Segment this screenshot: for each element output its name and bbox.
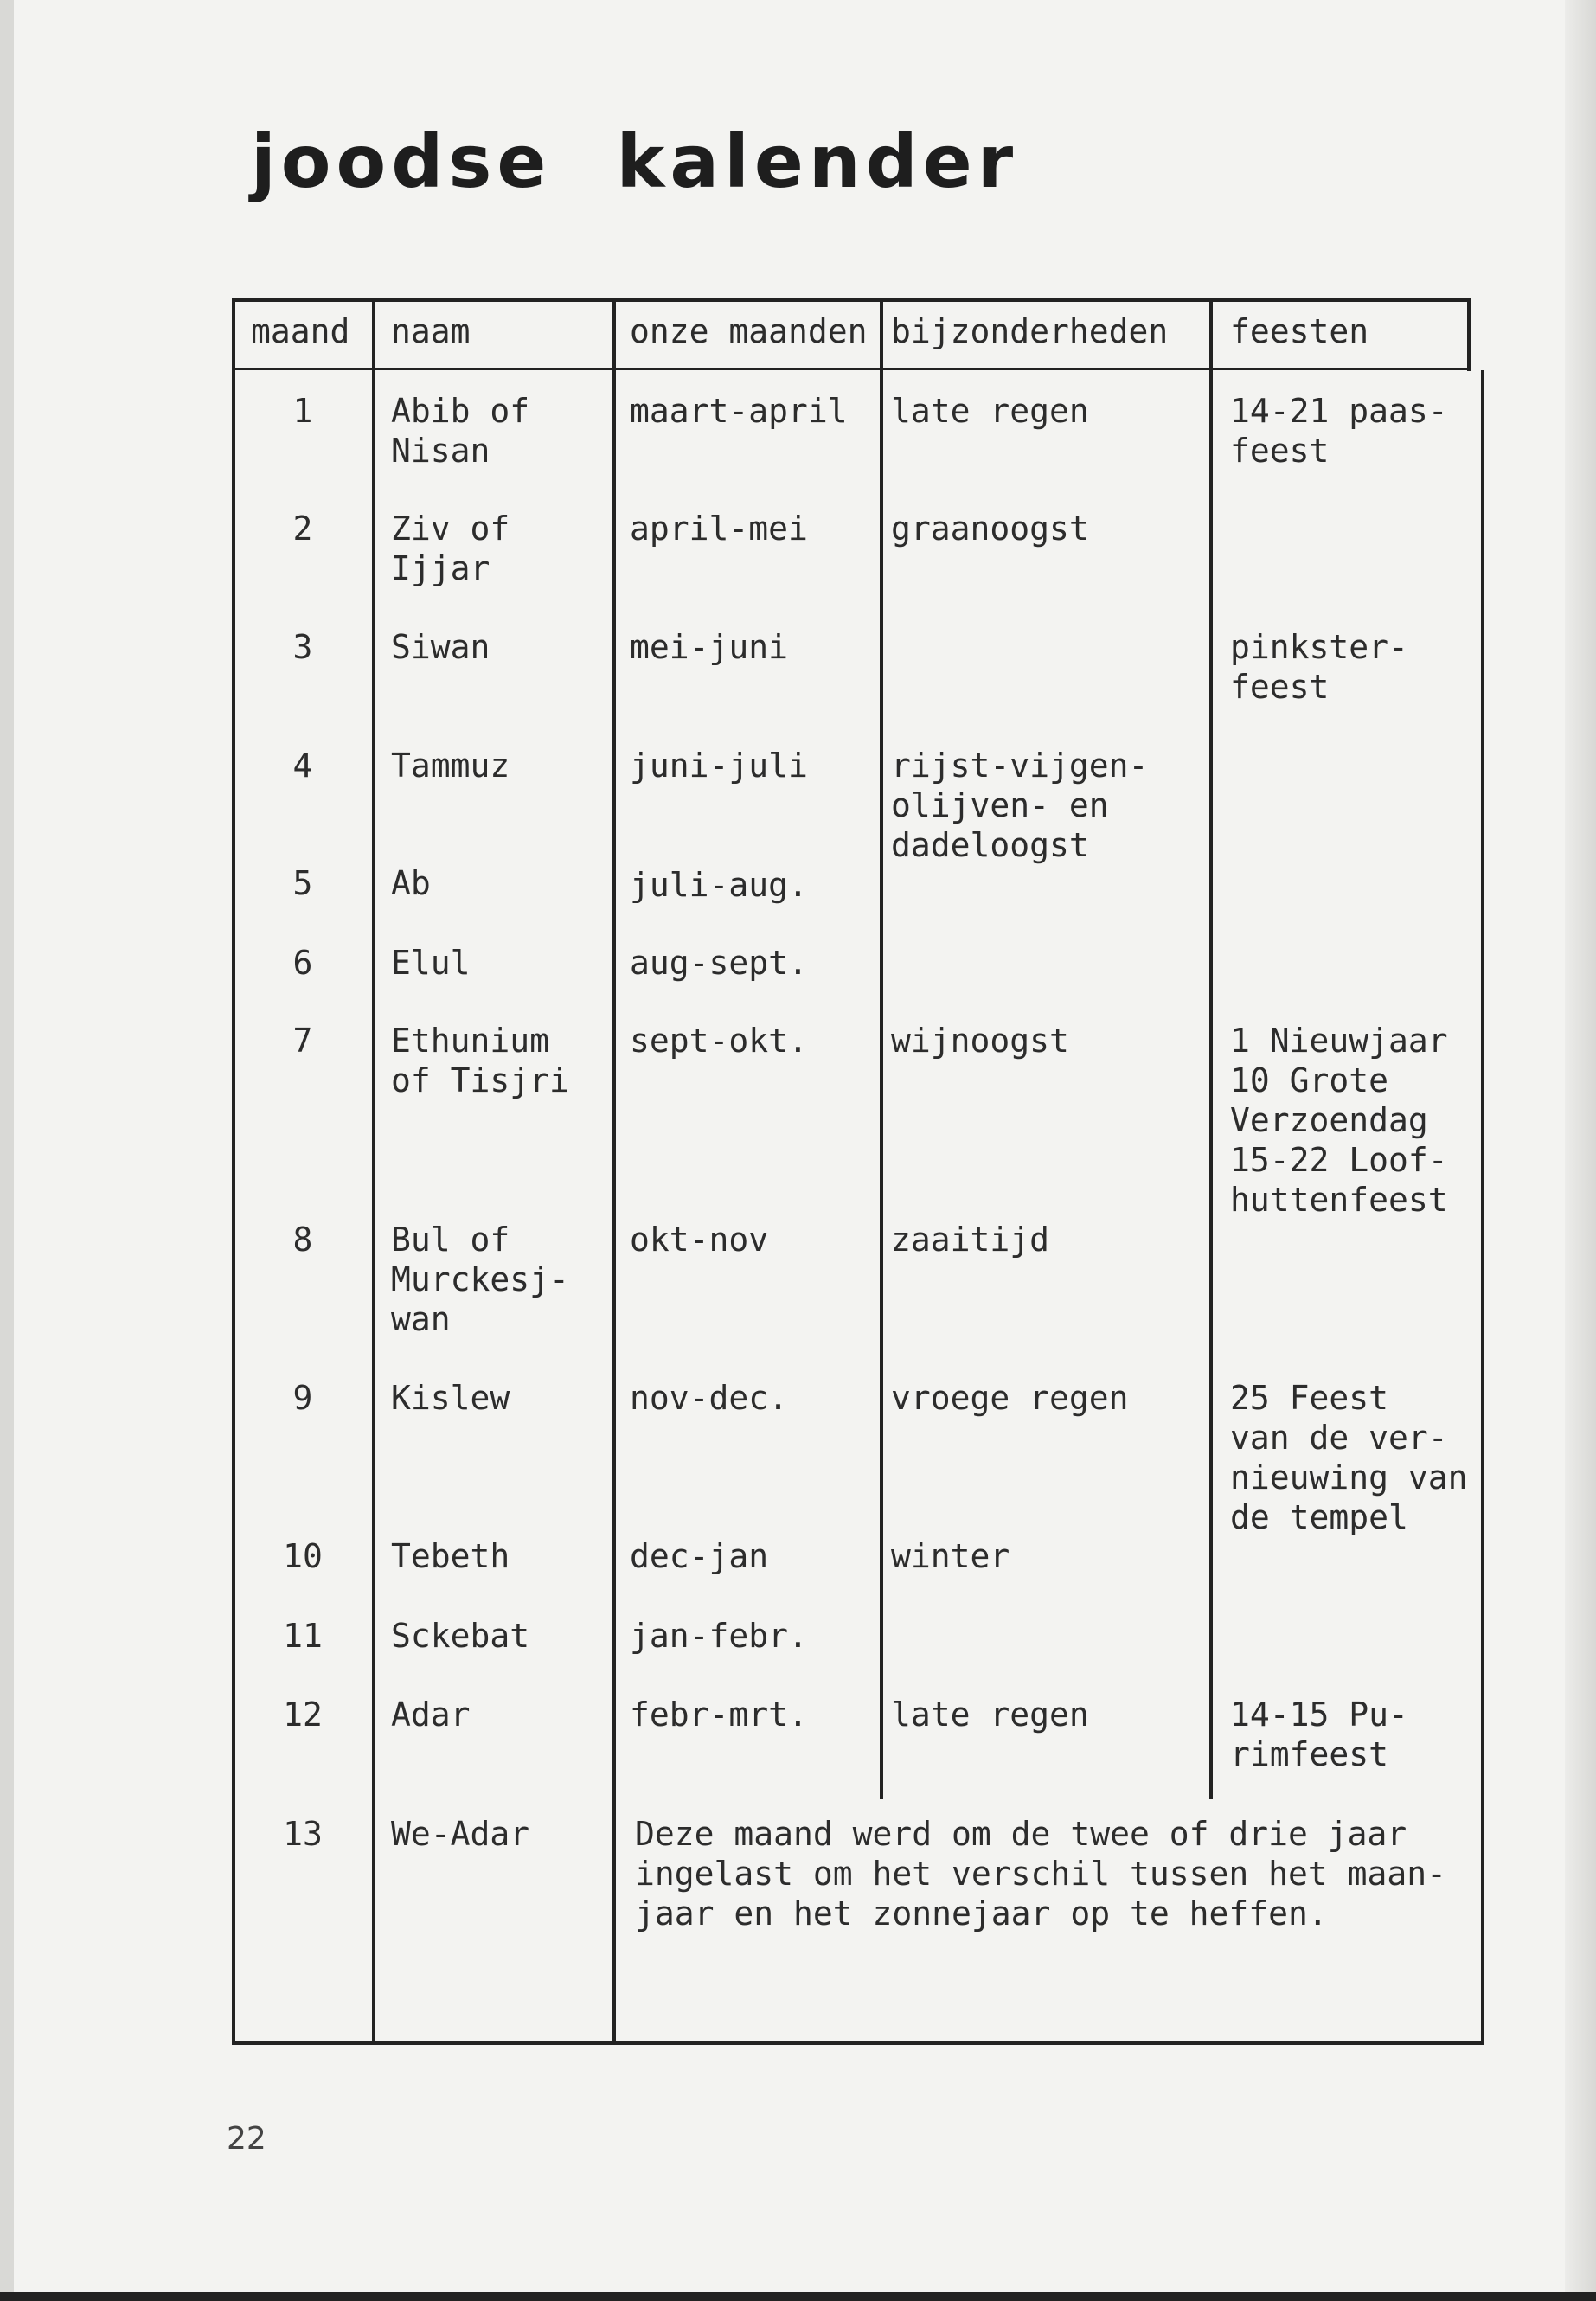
row-1-maand: 1 bbox=[292, 392, 313, 430]
col-divider-naam bbox=[372, 298, 375, 2045]
row-9-maand: 9 bbox=[292, 1379, 313, 1417]
col-divider-bijzonderheden bbox=[880, 298, 883, 1799]
table-bottom-rule bbox=[232, 2041, 1484, 2045]
row-6-naam: Elul bbox=[391, 944, 471, 982]
row-12-onze-maanden: febr-mrt. bbox=[630, 1695, 808, 1734]
row-5-onze-maanden: juli-aug. bbox=[630, 866, 808, 904]
row-9-bijzonderheden: vroege regen bbox=[891, 1379, 1129, 1417]
header-feesten: feesten bbox=[1230, 312, 1369, 350]
row-1-feesten: 14-21 paas- feest bbox=[1230, 392, 1448, 470]
row-10-naam: Tebeth bbox=[391, 1537, 510, 1575]
table-header-rule bbox=[234, 368, 1471, 370]
row-2-maand: 2 bbox=[292, 510, 313, 548]
row-8-bijzonderheden: zaaitijd bbox=[891, 1221, 1050, 1259]
row-10-maand: 10 bbox=[283, 1537, 323, 1575]
row-9-feesten: 25 Feest van de ver- nieuwing van de tempel bbox=[1230, 1379, 1468, 1536]
row-7-naam: Ethunium of Tisjri bbox=[391, 1022, 569, 1099]
col-divider-feesten bbox=[1209, 298, 1213, 1799]
row-1-bijzonderheden: late regen bbox=[891, 392, 1089, 430]
row-7-maand: 7 bbox=[292, 1022, 313, 1060]
row-13-naam: We-Adar bbox=[391, 1815, 530, 1853]
row-12-maand: 12 bbox=[283, 1695, 323, 1734]
page-number: 22 bbox=[227, 2121, 266, 2157]
row-1-onze-maanden: maart-april bbox=[630, 392, 848, 430]
row-6-maand: 6 bbox=[292, 944, 313, 982]
row-3-feesten: pinkster- feest bbox=[1230, 628, 1408, 706]
row-1-naam: Abib of Nisan bbox=[391, 392, 530, 470]
row-3-naam: Siwan bbox=[391, 628, 490, 666]
row-12-bijzonderheden: late regen bbox=[891, 1695, 1089, 1734]
row-8-maand: 8 bbox=[292, 1221, 313, 1259]
header-bijzonderheden: bijzonderheden bbox=[891, 312, 1169, 350]
page-bottom-band bbox=[0, 2292, 1596, 2301]
header-maand: maand bbox=[251, 312, 350, 350]
row-12-feesten: 14-15 Pu- rimfeest bbox=[1230, 1695, 1408, 1773]
row-9-naam: Kislew bbox=[391, 1379, 510, 1417]
table-top-rule bbox=[234, 298, 1471, 302]
row-4-onze-maanden: juni-juli bbox=[630, 747, 808, 785]
row-7-bijzonderheden: wijnoogst bbox=[891, 1022, 1069, 1060]
row-8-onze-maanden: okt-nov bbox=[630, 1221, 769, 1259]
row-4-bijzonderheden: rijst-vijgen- olijven- en dadeloogst bbox=[891, 747, 1149, 864]
row-10-bijzonderheden: winter bbox=[891, 1537, 1010, 1575]
header-onze-maanden: onze maanden bbox=[630, 312, 868, 350]
row-6-onze-maanden: aug-sept. bbox=[630, 944, 808, 982]
row-4-maand: 4 bbox=[292, 747, 313, 785]
row-11-maand: 11 bbox=[283, 1617, 323, 1655]
row-7-onze-maanden: sept-okt. bbox=[630, 1022, 808, 1060]
page-title: joodse kalender bbox=[251, 119, 1019, 204]
row-11-onze-maanden: jan-febr. bbox=[630, 1617, 808, 1655]
table-left-rule bbox=[232, 298, 235, 2045]
row-12-naam: Adar bbox=[391, 1695, 471, 1734]
table-right-rule-body bbox=[1481, 370, 1484, 2045]
row-13-note: Deze maand werd om de twee of drie jaar ingelast om het verschil tussen het maan- jaar en het zonnejaar op te heffen. bbox=[635, 1815, 1446, 1932]
row-8-naam: Bul of Murckesj- wan bbox=[391, 1221, 569, 1338]
row-11-naam: Sckebat bbox=[391, 1617, 530, 1655]
row-2-bijzonderheden: graanoogst bbox=[891, 510, 1089, 548]
col-divider-onze-maanden bbox=[612, 298, 616, 2045]
row-9-onze-maanden: nov-dec. bbox=[630, 1379, 789, 1417]
row-5-naam: Ab bbox=[391, 864, 431, 902]
row-10-onze-maanden: dec-jan bbox=[630, 1537, 769, 1575]
row-13-maand: 13 bbox=[283, 1815, 323, 1853]
table-right-rule bbox=[1467, 298, 1471, 371]
row-4-naam: Tammuz bbox=[391, 747, 510, 785]
row-7-feesten: 1 Nieuwjaar 10 Grote Verzoendag 15-22 Loof- huttenfeest bbox=[1230, 1022, 1448, 1219]
row-3-onze-maanden: mei-juni bbox=[630, 628, 789, 666]
row-3-maand: 3 bbox=[292, 628, 313, 666]
header-naam: naam bbox=[391, 312, 471, 350]
row-5-maand: 5 bbox=[292, 864, 313, 902]
row-2-naam: Ziv of Ijjar bbox=[391, 510, 510, 587]
row-2-onze-maanden: april-mei bbox=[630, 510, 808, 548]
